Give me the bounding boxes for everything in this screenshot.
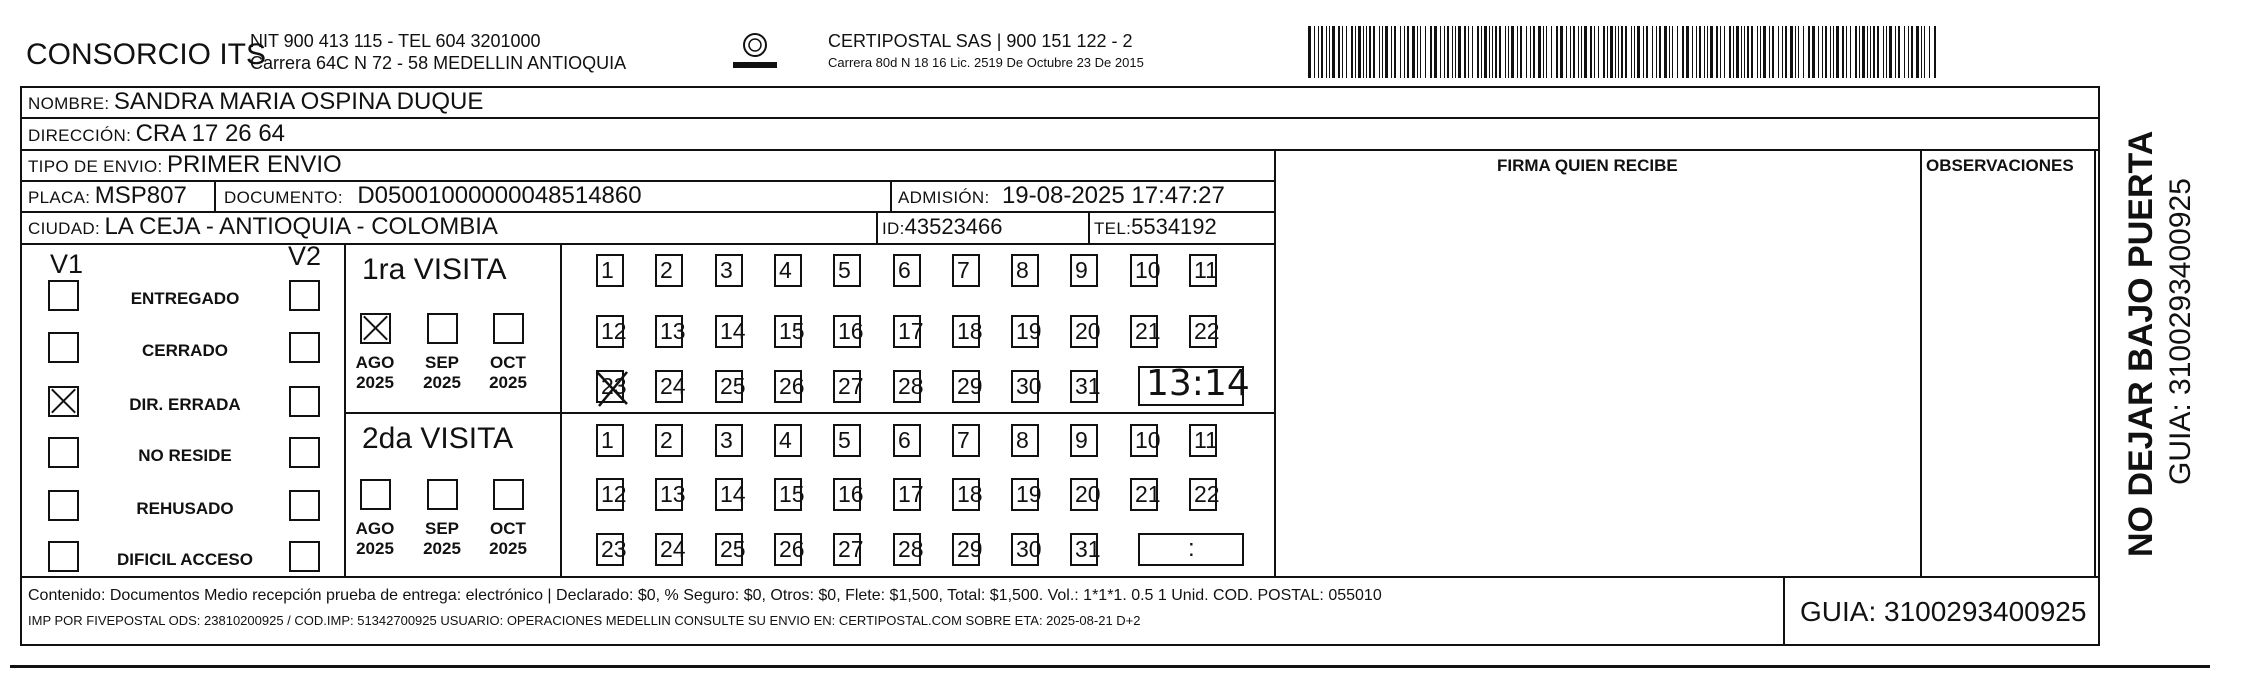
day-box[interactable]: 5 — [833, 424, 861, 457]
admision-label: ADMISIÓN: — [898, 188, 990, 207]
status-option-label: ENTREGADO — [130, 289, 240, 308]
direccion-row — [28, 122, 285, 146]
v1-header: V1 — [50, 249, 84, 279]
month-label — [350, 519, 400, 559]
id-value: 43523466 — [904, 214, 1003, 239]
rule — [1274, 149, 1276, 576]
rule — [344, 243, 346, 576]
month-name: SEP — [424, 353, 460, 372]
day-box[interactable]: 20 — [1070, 315, 1098, 348]
day-box[interactable]: 27 — [833, 370, 861, 403]
ciudad-row — [28, 215, 498, 239]
day-box[interactable]: 25 — [715, 533, 743, 566]
direccion-label: DIRECCIÓN: — [28, 126, 132, 145]
month-label — [483, 353, 533, 393]
id-label: ID: — [882, 219, 905, 238]
day-box[interactable]: 28 — [893, 370, 921, 403]
month-label — [350, 353, 400, 393]
nombre-row — [28, 90, 483, 114]
second-visit-title: 2da VISITA — [362, 422, 514, 455]
day-box[interactable]: 28 — [893, 533, 921, 566]
day-box[interactable]: 19 — [1011, 315, 1039, 348]
certipostal-logo — [725, 30, 785, 76]
day-box[interactable]: 16 — [833, 315, 861, 348]
observaciones-header: OBSERVACIONES — [1926, 156, 2074, 175]
first-visit-title: 1ra VISITA — [362, 253, 507, 286]
v2-checkbox[interactable] — [289, 437, 320, 468]
day-box[interactable]: 5 — [833, 254, 861, 287]
side-warning: NO DEJAR BAJO PUERTA — [2122, 130, 2160, 557]
month-name: OCT — [490, 353, 526, 372]
documento-row — [224, 184, 642, 208]
day-box[interactable]: 25 — [715, 370, 743, 403]
v1-checkbox[interactable] — [48, 332, 79, 363]
v2-header: V2 — [288, 241, 322, 271]
nombre-value: SANDRA MARIA OSPINA DUQUE — [113, 88, 484, 115]
admision-value: 19-08-2025 17:47:27 — [1001, 182, 1225, 209]
day-box[interactable]: 24 — [655, 533, 683, 566]
month-year: 2025 — [489, 373, 527, 392]
day-box[interactable]: 3 — [715, 254, 743, 287]
day-box[interactable]: 10 — [1130, 424, 1158, 457]
tel-value: 5534192 — [1131, 214, 1217, 239]
footer-contents: Contenido: Documentos Medio recepción prueba de entrega: electrónico | Declarado: $0, % Seguro: $0, Otros: $0, Flete: $1,500, Total: $1,500. Vol.: 1*1*1. 0.5 1 Unid. COD. POSTAL: 055010 — [28, 587, 1382, 604]
day-box[interactable]: 6 — [893, 254, 921, 287]
day-box[interactable]: 10 — [1130, 254, 1158, 287]
day-box[interactable]: 2 — [655, 254, 683, 287]
day-box[interactable]: 17 — [893, 315, 921, 348]
day-box[interactable]: 7 — [952, 254, 980, 287]
day-box[interactable]: 4 — [774, 254, 802, 287]
tel-row — [1094, 216, 1217, 238]
day-box[interactable]: 1 — [596, 254, 624, 287]
day-box[interactable]: 2 — [655, 424, 683, 457]
day-box[interactable]: 6 — [893, 424, 921, 457]
status-option-label: DIFICIL ACCESO — [116, 550, 253, 569]
month-name: OCT — [490, 519, 526, 538]
day-box[interactable]: 13 — [655, 478, 683, 511]
day-box[interactable]: 20 — [1070, 478, 1098, 511]
rule — [876, 211, 878, 243]
day-box[interactable]: 13 — [655, 315, 683, 348]
month-checkbox[interactable] — [360, 313, 391, 344]
day-box[interactable]: 8 — [1011, 424, 1039, 457]
company-info-line1: NIT 900 413 115 - TEL 604 3201000 — [250, 31, 541, 51]
month-name: AGO — [355, 353, 395, 372]
day-box[interactable]: 15 — [774, 315, 802, 348]
day-box[interactable]: 17 — [893, 478, 921, 511]
month-year: 2025 — [423, 373, 461, 392]
month-year: 2025 — [356, 373, 394, 392]
nombre-label: NOMBRE: — [28, 94, 110, 113]
v2-checkbox[interactable] — [289, 332, 320, 363]
documento-label: DOCUMENTO: — [224, 188, 343, 207]
rule — [890, 180, 892, 211]
rule — [2094, 149, 2096, 576]
admision-row — [898, 184, 1225, 208]
day-box[interactable]: 12 — [596, 315, 624, 348]
day-box[interactable]: 27 — [833, 533, 861, 566]
day-check-mark — [594, 368, 630, 415]
month-checkbox[interactable] — [427, 479, 458, 510]
second-visit-time: : — [1188, 535, 1195, 562]
rule — [1920, 149, 1922, 576]
month-checkbox[interactable] — [493, 479, 524, 510]
firma-header: FIRMA QUIEN RECIBE — [1497, 156, 1678, 175]
footer-guia: GUIA: 3100293400925 — [1800, 596, 2087, 627]
courier-info-line1: CERTIPOSTAL SAS | 900 151 122 - 2 — [828, 31, 1133, 51]
day-box[interactable]: 11 — [1189, 424, 1217, 457]
day-box[interactable]: 14 — [715, 315, 743, 348]
barcode — [1308, 26, 1948, 78]
day-box[interactable]: 9 — [1070, 254, 1098, 287]
day-box[interactable]: 1 — [596, 424, 624, 457]
rule — [1783, 576, 1785, 646]
ciudad-label: CIUDAD: — [28, 219, 100, 238]
month-name: SEP — [424, 519, 460, 538]
tipo-envio-row — [28, 153, 342, 177]
month-year: 2025 — [489, 539, 527, 558]
placa-row — [28, 184, 187, 208]
company-name: CONSORCIO ITS — [26, 38, 267, 71]
rule — [214, 180, 216, 211]
rule — [20, 117, 2100, 119]
day-box[interactable]: 31 — [1070, 370, 1098, 403]
month-year: 2025 — [356, 539, 394, 558]
company-info-line2: Carrera 64C N 72 - 58 MEDELLIN ANTIOQUIA — [250, 53, 627, 73]
rule — [20, 243, 1274, 245]
rule — [560, 243, 562, 576]
day-box[interactable]: 21 — [1130, 315, 1158, 348]
day-box[interactable]: 9 — [1070, 424, 1098, 457]
month-label — [417, 353, 467, 393]
day-box[interactable]: 22 — [1189, 315, 1217, 348]
day-box[interactable]: 18 — [952, 315, 980, 348]
tel-label: TEL: — [1094, 219, 1132, 238]
day-box[interactable]: 19 — [1011, 478, 1039, 511]
day-box[interactable]: 16 — [833, 478, 861, 511]
tipo-envio-label: TIPO DE ENVIO: — [28, 157, 163, 176]
status-option-label: NO RESIDE — [138, 446, 232, 465]
day-box[interactable]: 30 — [1011, 370, 1039, 403]
month-label — [483, 519, 533, 559]
day-box[interactable]: 23 — [596, 370, 624, 403]
month-label — [417, 519, 467, 559]
courier-info-line2: Carrera 80d N 18 16 Lic. 2519 De Octubre 23 De 2015 — [828, 55, 1144, 70]
id-row — [882, 216, 1003, 238]
status-option-label: REHUSADO — [136, 499, 234, 518]
direccion-value: CRA 17 26 64 — [135, 120, 286, 147]
v1-checkbox[interactable] — [48, 280, 79, 311]
v2-checkbox[interactable] — [289, 490, 320, 521]
v1-checkbox[interactable] — [48, 541, 79, 572]
day-box[interactable]: 8 — [1011, 254, 1039, 287]
v1-checkbox[interactable] — [48, 386, 79, 417]
v2-checkbox[interactable] — [289, 386, 320, 417]
placa-label: PLACA: — [28, 188, 91, 207]
documento-value: D05001000000048514860 — [357, 182, 642, 209]
month-name: AGO — [355, 519, 395, 538]
day-box[interactable]: 30 — [1011, 533, 1039, 566]
day-box[interactable]: 29 — [952, 533, 980, 566]
day-box[interactable]: 26 — [774, 370, 802, 403]
day-box[interactable]: 11 — [1189, 254, 1217, 287]
tipo-envio-value: PRIMER ENVIO — [167, 151, 342, 178]
month-year: 2025 — [423, 539, 461, 558]
day-box[interactable]: 7 — [952, 424, 980, 457]
day-box[interactable]: 22 — [1189, 478, 1217, 511]
day-box[interactable]: 18 — [952, 478, 980, 511]
day-box[interactable]: 15 — [774, 478, 802, 511]
footer-print-info: IMP POR FIVEPOSTAL ODS: 23810200925 / COD.IMP: 51342700925 USUARIO: OPERACIONES MEDELLIN CONSULTE SU ENVIO EN: CERTIPOSTAL.COM SOBRE ETA: 2025-08-21 D+2 — [28, 613, 1141, 628]
v1-checkbox[interactable] — [48, 437, 79, 468]
month-checkbox[interactable] — [360, 479, 391, 510]
v2-checkbox[interactable] — [289, 280, 320, 311]
day-box[interactable]: 23 — [596, 533, 624, 566]
day-box[interactable]: 29 — [952, 370, 980, 403]
side-guia: GUIA: 3100293400925 — [2164, 178, 2197, 485]
ciudad-value: LA CEJA - ANTIOQUIA - COLOMBIA — [104, 213, 498, 240]
status-option-label: DIR. ERRADA — [129, 395, 241, 414]
month-checkbox[interactable] — [493, 313, 524, 344]
tear-line — [10, 665, 2210, 668]
month-checkbox[interactable] — [427, 313, 458, 344]
day-box[interactable]: 14 — [715, 478, 743, 511]
rule — [344, 412, 1274, 414]
day-box[interactable]: 26 — [774, 533, 802, 566]
placa-value: MSP807 — [94, 182, 187, 209]
day-box[interactable]: 31 — [1070, 533, 1098, 566]
day-box[interactable]: 4 — [774, 424, 802, 457]
day-box[interactable]: 12 — [596, 478, 624, 511]
rule — [1088, 211, 1090, 243]
first-visit-time: 13:14 — [1146, 363, 1250, 404]
day-box[interactable]: 21 — [1130, 478, 1158, 511]
v2-checkbox[interactable] — [289, 541, 320, 572]
day-box[interactable]: 24 — [655, 370, 683, 403]
status-option-label: CERRADO — [142, 341, 228, 360]
rule — [20, 576, 2100, 578]
v1-checkbox[interactable] — [48, 490, 79, 521]
day-box[interactable]: 3 — [715, 424, 743, 457]
